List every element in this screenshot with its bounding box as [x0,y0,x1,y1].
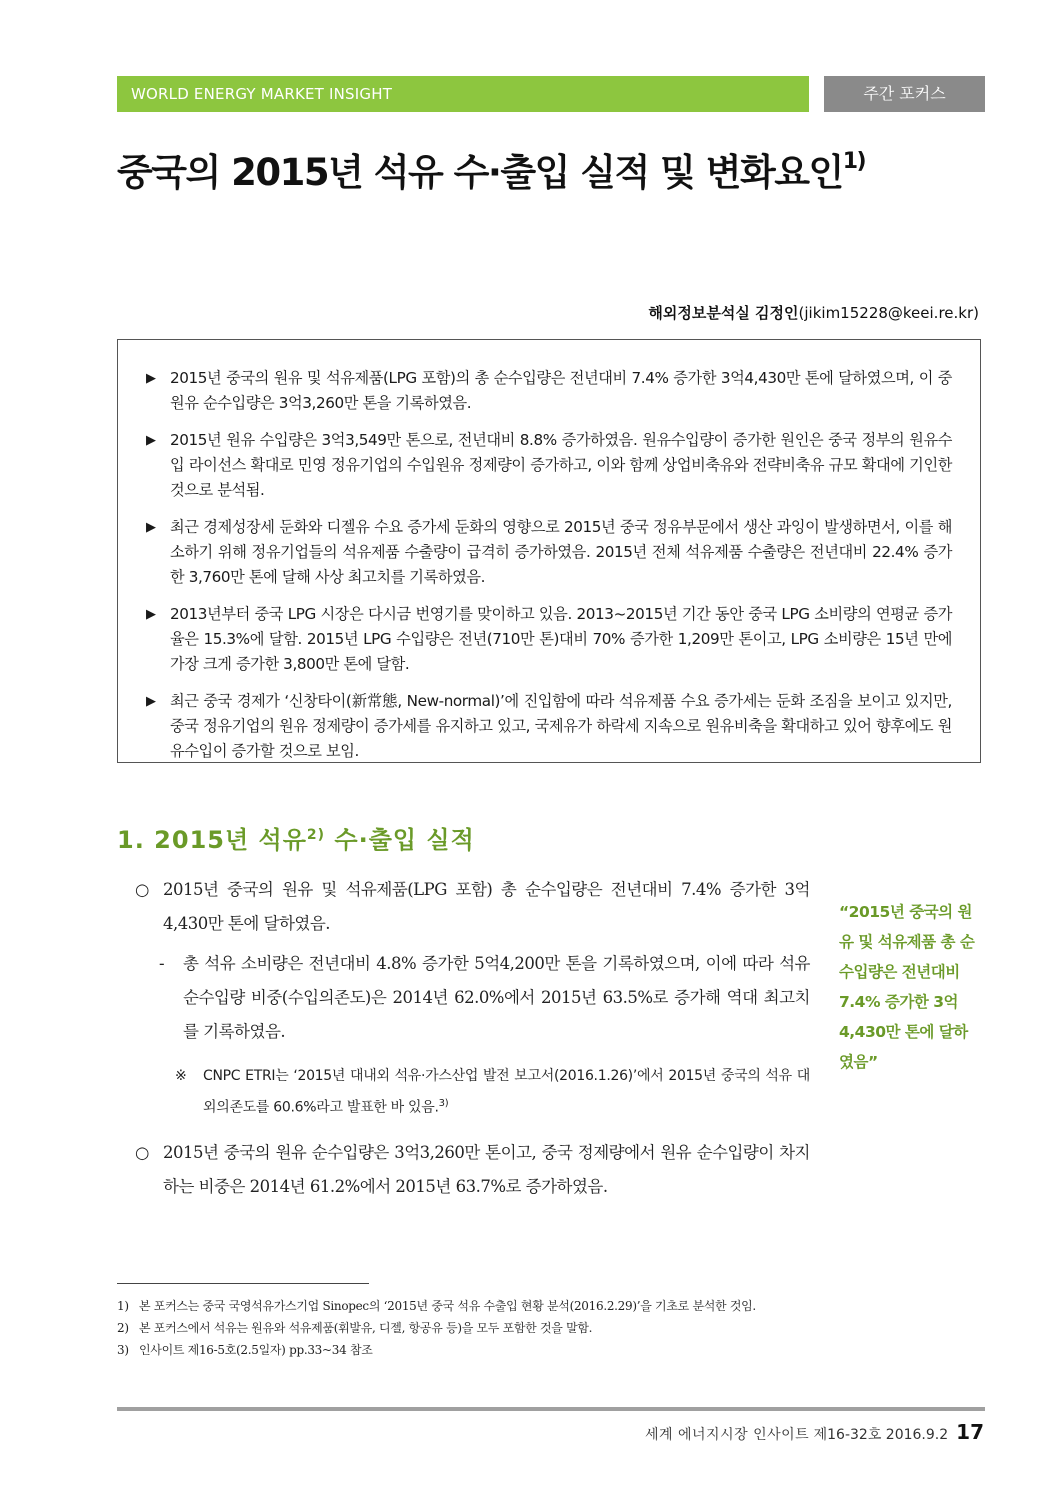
footnote-item [117,1317,807,1339]
section-footnote-ref: 2) [306,827,326,843]
pull-quote: “2015년 중국의 원유 및 석유제품 총 순수입량은 전년대비 7.4% 증가한 3억4,430만 톤에 달하였음” [839,903,975,1071]
summary-item [146,428,952,503]
issue-info: 제16-32호 2016.9.2 [813,1427,949,1443]
footnote-item [117,1339,807,1361]
circle-bullet-icon: ○ [135,880,149,899]
footnote-number: 3) [117,1343,129,1357]
page-title-text: 중국의 2015년 석유 수·출입 실적 및 변화요인 [117,151,843,194]
reference-mark-icon: ※ [175,1068,187,1084]
author-line [648,302,979,323]
summary-item-text: 2015년 중국의 원유 및 석유제품(LPG 포함)의 총 순수입량은 전년대비 7.4% 증가한 3억4,430만 톤에 달하였으며, 이 중 원유 순수입량은 3억3,260만 톤을 기록하였음. [170,369,952,412]
page-footer [645,1420,984,1444]
page-number: 17 [956,1420,984,1444]
summary-item-text: 최근 경제성장세 둔화와 디젤유 수요 증가세 둔화의 영향으로 2015년 중국 정유부문에서 생산 과잉이 발생하면서, 이를 해소하기 위해 정유기업들의 석유제품 수출량이 급격히 증가하였음. 2015년 전체 석유제품 수출량은 전년대비 22.4% 증가한 3,760만 톤에 달해 사상 최고치를 기록하였음. [170,518,952,586]
summary-item [146,689,952,764]
triangle-bullet-icon: ▶ [146,520,156,535]
header-left-label: WORLD ENERGY MARKET INSIGHT [131,85,393,103]
page-title [117,142,865,196]
body-text [135,873,810,1210]
note-text: CNPC ETRI는 ‘2015년 대내외 석유·가스산업 발전 보고서(2016.1.26)’에서 2015년 중국의 석유 대외의존도를 60.6%라고 발표한 바 있음. [203,1068,810,1116]
body-note [135,1063,810,1122]
triangle-bullet-icon: ▶ [146,607,156,622]
dash-bullet-icon: - [159,954,165,973]
footnote-text: 본 포커스는 중국 국영석유가스기업 Sinopec의 ‘2015년 중국 석유 수출입 현황 분석(2016.2.29)’을 기초로 분석한 것임. [139,1299,756,1313]
paragraph-text: 2015년 중국의 원유 및 석유제품(LPG 포함) 총 순수입량은 전년대비 7.4% 증가한 3억4,430만 톤에 달하였음. [163,880,810,933]
header-bar [117,76,809,112]
body-subparagraph [135,947,810,1049]
section-title-part2: 수·출입 실적 [325,826,475,854]
footnotes [117,1295,807,1361]
footer-divider [117,1407,985,1411]
summary-item [146,366,952,416]
summary-item-text: 2015년 원유 수입량은 3억3,549만 톤으로, 전년대비 8.8% 증가하였음. 원유수입량이 증가한 원인은 중국 정부의 원유수입 라이선스 확대로 민영 정유기업의 수입원유 정제량이 증가하고, 이와 함께 상업비축유와 전략비축유 규모 확대에 기인한 것으로 분석됨. [170,431,952,499]
summary-box [117,339,981,763]
title-footnote-ref: 1) [842,148,866,174]
triangle-bullet-icon: ▶ [146,694,156,709]
footnote-text: 인사이트 제16-5호(2.5일자) pp.33~34 참조 [139,1343,373,1357]
summary-item-text: 최근 중국 경제가 ‘신창타이(新常態, New-normal)’에 진입함에 따라 석유제품 수요 증가세는 둔화 조짐을 보이고 있지만, 중국 정유기업의 원유 정제량이 증가세를 유지하고 있고, 국제유가 하락세 지속으로 원유비축을 확대하고 있어 향후에도 원유수입이 증가할 것으로 보임. [170,692,952,760]
body-paragraph [135,1136,810,1204]
footnote-number: 1) [117,1299,129,1313]
circle-bullet-icon: ○ [135,1142,149,1162]
summary-item-text: 2013년부터 중국 LPG 시장은 다시금 번영기를 맞이하고 있음. 2013~2015년 기간 동안 중국 LPG 소비량의 연평균 증가율은 15.3%에 달함. 2015년 LPG 수입량은 전년(710만 톤)대비 70% 증가한 1,209만 톤이고, LPG 소비량은 15년 만에 가장 크게 증가한 3,800만 톤에 달함. [170,605,952,673]
section-title-part1: 1. 2015년 석유 [117,826,307,854]
footnote-item [117,1295,807,1317]
publication-name: 세계 에너지시장 인사이트 [645,1427,810,1443]
summary-item [146,602,952,677]
subparagraph-text: 총 석유 소비량은 전년대비 4.8% 증가한 5억4,200만 톤을 기록하였으며, 이에 따라 석유 순수입량 비중(수입의존도)은 2014년 62.0%에서 2015년 63.5%로 증가해 역대 최고치를 기록하였음. [183,954,810,1041]
footnote-divider [117,1283,369,1284]
footnote-text: 본 포커스에서 석유는 원유와 석유제품(휘발유, 디젤, 항공유 등)을 모두 포함한 것을 말함. [139,1321,593,1335]
summary-item [146,515,952,590]
paragraph-text: 2015년 중국의 원유 순수입량은 3억3,260만 톤이고, 중국 정제량에서 원유 순수입량이 차지하는 비중은 2014년 61.2%에서 2015년 63.7%로 증가하였음. [163,1142,810,1196]
section-title [117,820,475,855]
header-tag [824,76,985,112]
footnote-number: 2) [117,1321,129,1335]
body-paragraph [135,873,810,941]
author-email: (jikim15228@keei.re.kr) [798,304,979,322]
header-right-label: 주간 포커스 [863,84,946,103]
note-footnote-ref: 3) [438,1098,449,1109]
triangle-bullet-icon: ▶ [146,371,156,386]
author-dept-name: 해외정보분석실 김정인 [648,304,799,322]
triangle-bullet-icon: ▶ [146,433,156,448]
